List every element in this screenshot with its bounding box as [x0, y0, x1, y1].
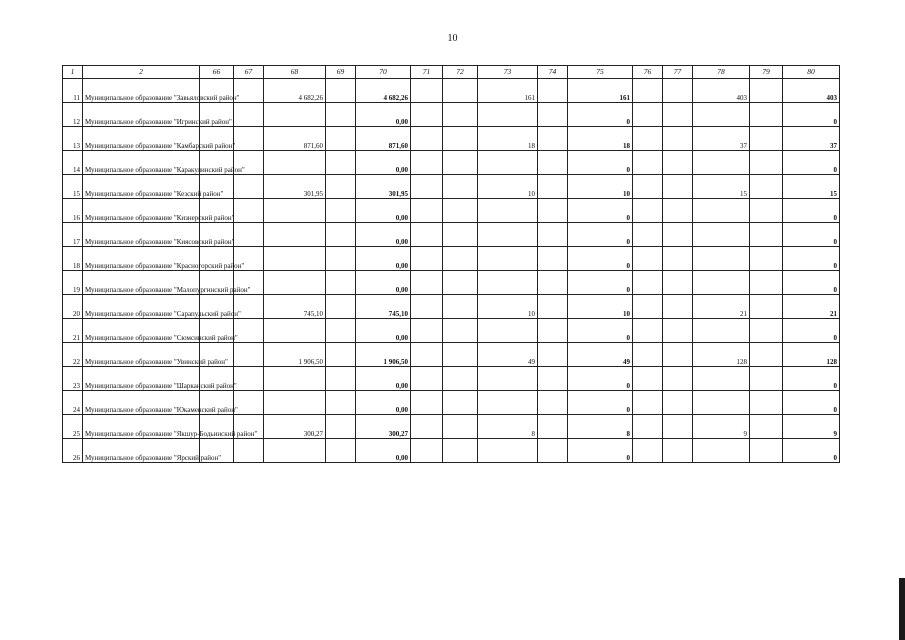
- municipality-name: Муниципальное образование "Сарапульский район": [83, 295, 200, 319]
- empty-cell: [750, 175, 783, 199]
- value-cell: [264, 367, 326, 391]
- column-header: 67: [234, 66, 264, 79]
- data-table: [62, 65, 840, 463]
- empty-cell: [326, 271, 356, 295]
- empty-cell: [750, 391, 783, 415]
- municipality-name: Муниципальное образование "Красногорский район": [83, 247, 200, 271]
- empty-cell: [538, 391, 568, 415]
- row-number: 11: [63, 79, 83, 103]
- empty-cell: [538, 367, 568, 391]
- row-number: 25: [63, 415, 83, 439]
- empty-cell: [326, 319, 356, 343]
- value-cell: 21: [693, 295, 750, 319]
- empty-cell: [234, 199, 264, 223]
- row-number: 18: [63, 247, 83, 271]
- row-number: 22: [63, 343, 83, 367]
- empty-cell: [633, 319, 663, 343]
- table-row: [63, 247, 840, 271]
- empty-cell: [234, 127, 264, 151]
- value-cell: 0,00: [356, 199, 411, 223]
- value-cell: 9: [693, 415, 750, 439]
- municipality-name: Муниципальное образование "Ярский район": [83, 439, 200, 463]
- row-number: 16: [63, 199, 83, 223]
- empty-cell: [326, 391, 356, 415]
- empty-cell: [633, 295, 663, 319]
- empty-cell: [633, 367, 663, 391]
- row-number: 20: [63, 295, 83, 319]
- table-row: [63, 79, 840, 103]
- municipality-name: Муниципальное образование "Юкаменский район": [83, 391, 200, 415]
- empty-cell: [750, 151, 783, 175]
- empty-cell: [538, 223, 568, 247]
- value-cell: 49: [478, 343, 538, 367]
- value-cell: [264, 247, 326, 271]
- value-cell: [264, 439, 326, 463]
- table-row: [63, 199, 840, 223]
- empty-cell: [443, 295, 478, 319]
- empty-cell: [538, 271, 568, 295]
- value-cell: 128: [693, 343, 750, 367]
- row-number: 13: [63, 127, 83, 151]
- empty-cell: [234, 391, 264, 415]
- value-cell: 0,00: [356, 391, 411, 415]
- value-cell: [693, 319, 750, 343]
- empty-cell: [538, 151, 568, 175]
- value-cell: [478, 103, 538, 127]
- value-cell: [478, 223, 538, 247]
- row-number: 21: [63, 319, 83, 343]
- value-cell: [478, 247, 538, 271]
- column-header: 70: [356, 66, 411, 79]
- empty-cell: [411, 79, 443, 103]
- municipality-name: Муниципальное образование "Шарканский район": [83, 367, 200, 391]
- empty-cell: [326, 367, 356, 391]
- empty-cell: [750, 415, 783, 439]
- empty-cell: [750, 439, 783, 463]
- value-cell: 128: [783, 343, 840, 367]
- empty-cell: [663, 127, 693, 151]
- empty-cell: [750, 367, 783, 391]
- empty-cell: [411, 223, 443, 247]
- empty-cell: [633, 439, 663, 463]
- empty-cell: [443, 343, 478, 367]
- municipality-name: Муниципальное образование "Увинский район": [83, 343, 200, 367]
- empty-cell: [538, 439, 568, 463]
- municipality-name: Муниципальное образование "Кезский район": [83, 175, 200, 199]
- value-cell: 8: [478, 415, 538, 439]
- value-cell: [264, 319, 326, 343]
- value-cell: [693, 103, 750, 127]
- empty-cell: [633, 343, 663, 367]
- column-header: 66: [200, 66, 234, 79]
- empty-cell: [750, 103, 783, 127]
- empty-cell: [443, 439, 478, 463]
- empty-cell: [411, 415, 443, 439]
- value-cell: 0,00: [356, 319, 411, 343]
- value-cell: [693, 199, 750, 223]
- empty-cell: [750, 79, 783, 103]
- empty-cell: [663, 103, 693, 127]
- value-cell: 0: [568, 319, 633, 343]
- empty-cell: [538, 199, 568, 223]
- empty-cell: [633, 415, 663, 439]
- empty-cell: [326, 247, 356, 271]
- empty-cell: [663, 271, 693, 295]
- row-number: 14: [63, 151, 83, 175]
- table-row: [63, 175, 840, 199]
- value-cell: 1 906,50: [356, 343, 411, 367]
- table-row: [63, 295, 840, 319]
- value-cell: 0: [783, 391, 840, 415]
- empty-cell: [411, 103, 443, 127]
- column-header: 76: [633, 66, 663, 79]
- empty-cell: [663, 79, 693, 103]
- table-body: [63, 79, 840, 463]
- value-cell: 745,10: [264, 295, 326, 319]
- value-cell: 300,27: [264, 415, 326, 439]
- empty-cell: [633, 199, 663, 223]
- column-header: 79: [750, 66, 783, 79]
- value-cell: [478, 391, 538, 415]
- value-cell: 0: [568, 439, 633, 463]
- row-number: 12: [63, 103, 83, 127]
- empty-cell: [443, 415, 478, 439]
- empty-cell: [443, 175, 478, 199]
- empty-cell: [663, 391, 693, 415]
- table-row: [63, 127, 840, 151]
- municipality-name: Муниципальное образование "Малопургинский район": [83, 271, 200, 295]
- empty-cell: [234, 103, 264, 127]
- table-row: [63, 223, 840, 247]
- value-cell: 1 906,50: [264, 343, 326, 367]
- value-cell: [693, 439, 750, 463]
- empty-cell: [750, 127, 783, 151]
- empty-cell: [234, 319, 264, 343]
- column-header: 69: [326, 66, 356, 79]
- value-cell: [478, 319, 538, 343]
- empty-cell: [633, 79, 663, 103]
- value-cell: [478, 439, 538, 463]
- empty-cell: [750, 199, 783, 223]
- empty-cell: [411, 319, 443, 343]
- empty-cell: [326, 199, 356, 223]
- municipality-name: Муниципальное образование "Кизнерский район": [83, 199, 200, 223]
- value-cell: 10: [478, 295, 538, 319]
- column-header: 68: [264, 66, 326, 79]
- value-cell: [264, 391, 326, 415]
- value-cell: [693, 367, 750, 391]
- header-row: [63, 66, 840, 79]
- column-header: 74: [538, 66, 568, 79]
- value-cell: 0: [783, 439, 840, 463]
- empty-cell: [411, 151, 443, 175]
- value-cell: 21: [783, 295, 840, 319]
- empty-cell: [443, 151, 478, 175]
- municipality-name: Муниципальное образование "Сюмсинский район": [83, 319, 200, 343]
- table-row: [63, 439, 840, 463]
- value-cell: [264, 103, 326, 127]
- municipality-name: Муниципальное образование "Камбарский район": [83, 127, 200, 151]
- empty-cell: [411, 367, 443, 391]
- empty-cell: [234, 343, 264, 367]
- value-cell: 0: [568, 247, 633, 271]
- empty-cell: [443, 247, 478, 271]
- column-header: 75: [568, 66, 633, 79]
- value-cell: [693, 271, 750, 295]
- value-cell: 745,10: [356, 295, 411, 319]
- scan-edge-mark: [899, 578, 905, 640]
- municipality-name: Муниципальное образование "Якшур-Бодьинский район": [83, 415, 200, 439]
- column-header: 77: [663, 66, 693, 79]
- empty-cell: [411, 439, 443, 463]
- value-cell: 4 682,26: [264, 79, 326, 103]
- empty-cell: [750, 319, 783, 343]
- table-row: [63, 391, 840, 415]
- empty-cell: [326, 415, 356, 439]
- table-row: [63, 151, 840, 175]
- value-cell: 18: [568, 127, 633, 151]
- value-cell: 871,60: [264, 127, 326, 151]
- row-number: 19: [63, 271, 83, 295]
- value-cell: 37: [783, 127, 840, 151]
- value-cell: [478, 199, 538, 223]
- empty-cell: [633, 223, 663, 247]
- empty-cell: [663, 319, 693, 343]
- page-number: 10: [447, 33, 458, 44]
- empty-cell: [326, 127, 356, 151]
- row-number: 15: [63, 175, 83, 199]
- table-row: [63, 367, 840, 391]
- value-cell: 0: [783, 199, 840, 223]
- empty-cell: [443, 199, 478, 223]
- value-cell: 300,27: [356, 415, 411, 439]
- value-cell: [478, 271, 538, 295]
- empty-cell: [326, 343, 356, 367]
- table-row: [63, 103, 840, 127]
- value-cell: [264, 271, 326, 295]
- empty-cell: [234, 439, 264, 463]
- value-cell: 37: [693, 127, 750, 151]
- empty-cell: [750, 271, 783, 295]
- empty-cell: [663, 439, 693, 463]
- value-cell: 8: [568, 415, 633, 439]
- empty-cell: [443, 367, 478, 391]
- empty-cell: [326, 151, 356, 175]
- value-cell: 161: [478, 79, 538, 103]
- value-cell: 0: [568, 103, 633, 127]
- column-header: 73: [478, 66, 538, 79]
- empty-cell: [443, 319, 478, 343]
- municipality-name: Муниципальное образование "Завьяловский район": [83, 79, 200, 103]
- value-cell: 301,95: [356, 175, 411, 199]
- value-cell: 301,95: [264, 175, 326, 199]
- value-cell: [478, 367, 538, 391]
- value-cell: 10: [568, 175, 633, 199]
- municipality-name: Муниципальное образование "Игринский район": [83, 103, 200, 127]
- value-cell: 0: [568, 391, 633, 415]
- value-cell: 49: [568, 343, 633, 367]
- value-cell: 0: [783, 247, 840, 271]
- value-cell: 0: [568, 199, 633, 223]
- row-number: 26: [63, 439, 83, 463]
- empty-cell: [234, 223, 264, 247]
- value-cell: [693, 391, 750, 415]
- empty-cell: [663, 343, 693, 367]
- value-cell: 0: [783, 223, 840, 247]
- value-cell: 0: [783, 367, 840, 391]
- value-cell: 0: [783, 151, 840, 175]
- empty-cell: [663, 247, 693, 271]
- empty-cell: [443, 127, 478, 151]
- empty-cell: [443, 223, 478, 247]
- value-cell: [478, 151, 538, 175]
- column-header: 78: [693, 66, 750, 79]
- empty-cell: [326, 439, 356, 463]
- value-cell: 0,00: [356, 271, 411, 295]
- value-cell: 0,00: [356, 223, 411, 247]
- value-cell: 0,00: [356, 103, 411, 127]
- value-cell: [264, 151, 326, 175]
- value-cell: 4 682,26: [356, 79, 411, 103]
- value-cell: 15: [783, 175, 840, 199]
- empty-cell: [633, 151, 663, 175]
- empty-cell: [538, 415, 568, 439]
- value-cell: 0: [568, 271, 633, 295]
- empty-cell: [538, 127, 568, 151]
- empty-cell: [411, 175, 443, 199]
- empty-cell: [443, 391, 478, 415]
- empty-cell: [663, 223, 693, 247]
- empty-cell: [326, 103, 356, 127]
- value-cell: [693, 247, 750, 271]
- empty-cell: [443, 79, 478, 103]
- empty-cell: [663, 199, 693, 223]
- value-cell: 0: [783, 271, 840, 295]
- value-cell: 403: [783, 79, 840, 103]
- empty-cell: [633, 103, 663, 127]
- value-cell: 0: [783, 319, 840, 343]
- empty-cell: [663, 415, 693, 439]
- value-cell: 0: [783, 103, 840, 127]
- empty-cell: [326, 223, 356, 247]
- empty-cell: [633, 247, 663, 271]
- column-header: 80: [783, 66, 840, 79]
- empty-cell: [538, 343, 568, 367]
- empty-cell: [538, 247, 568, 271]
- value-cell: 0,00: [356, 367, 411, 391]
- empty-cell: [326, 175, 356, 199]
- empty-cell: [633, 127, 663, 151]
- empty-cell: [326, 79, 356, 103]
- value-cell: 10: [478, 175, 538, 199]
- empty-cell: [663, 367, 693, 391]
- municipality-name: Муниципальное образование "Каракулинский район": [83, 151, 200, 175]
- empty-cell: [411, 127, 443, 151]
- empty-cell: [538, 319, 568, 343]
- value-cell: 0: [568, 151, 633, 175]
- table-row: [63, 271, 840, 295]
- empty-cell: [750, 247, 783, 271]
- value-cell: 0: [568, 367, 633, 391]
- table-row: [63, 319, 840, 343]
- value-cell: 10: [568, 295, 633, 319]
- column-header: 72: [443, 66, 478, 79]
- value-cell: 0,00: [356, 151, 411, 175]
- value-cell: [693, 151, 750, 175]
- empty-cell: [411, 343, 443, 367]
- value-cell: 0,00: [356, 247, 411, 271]
- table-row: [63, 343, 840, 367]
- empty-cell: [663, 175, 693, 199]
- empty-cell: [750, 343, 783, 367]
- empty-cell: [411, 199, 443, 223]
- value-cell: 161: [568, 79, 633, 103]
- column-header: 71: [411, 66, 443, 79]
- column-header: 2: [83, 66, 200, 79]
- empty-cell: [538, 175, 568, 199]
- empty-cell: [633, 391, 663, 415]
- empty-cell: [411, 295, 443, 319]
- value-cell: 15: [693, 175, 750, 199]
- row-number: 17: [63, 223, 83, 247]
- value-cell: [264, 223, 326, 247]
- empty-cell: [411, 391, 443, 415]
- empty-cell: [663, 151, 693, 175]
- value-cell: 9: [783, 415, 840, 439]
- empty-cell: [234, 175, 264, 199]
- row-number: 23: [63, 367, 83, 391]
- value-cell: 0: [568, 223, 633, 247]
- value-cell: [264, 199, 326, 223]
- empty-cell: [750, 295, 783, 319]
- empty-cell: [538, 79, 568, 103]
- empty-cell: [633, 175, 663, 199]
- column-header: 1: [63, 66, 83, 79]
- value-cell: 403: [693, 79, 750, 103]
- table-row: [63, 415, 840, 439]
- empty-cell: [411, 247, 443, 271]
- empty-cell: [538, 295, 568, 319]
- value-cell: 871,60: [356, 127, 411, 151]
- empty-cell: [443, 271, 478, 295]
- value-cell: 0,00: [356, 439, 411, 463]
- value-cell: 18: [478, 127, 538, 151]
- municipality-name: Муниципальное образование "Киясовский район": [83, 223, 200, 247]
- empty-cell: [443, 103, 478, 127]
- empty-cell: [234, 367, 264, 391]
- empty-cell: [750, 223, 783, 247]
- empty-cell: [663, 295, 693, 319]
- empty-cell: [538, 103, 568, 127]
- empty-cell: [633, 271, 663, 295]
- row-number: 24: [63, 391, 83, 415]
- empty-cell: [326, 295, 356, 319]
- empty-cell: [411, 271, 443, 295]
- value-cell: [693, 223, 750, 247]
